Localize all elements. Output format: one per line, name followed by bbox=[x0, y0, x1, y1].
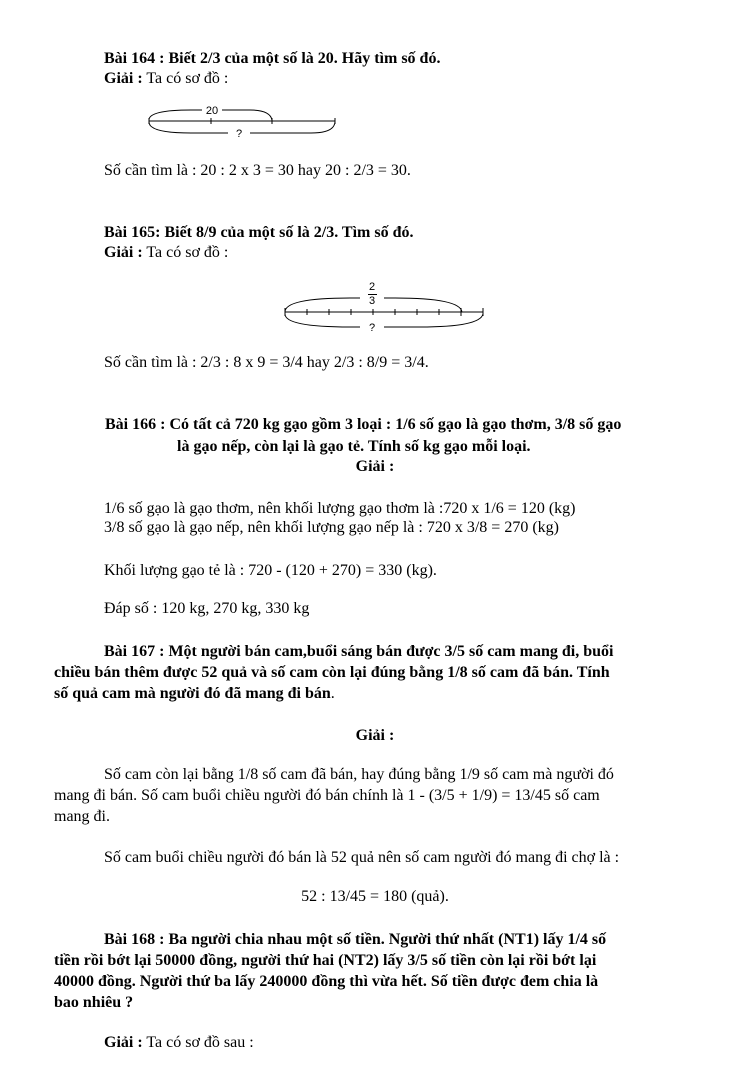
problem-167-para1-line3: mang đi. bbox=[54, 808, 110, 825]
diagram-bottom-label: ? bbox=[368, 322, 376, 334]
problem-167-para1-line2: mang đi bán. Số cam buổi chiều người đó bán chính là 1 - (3/5 + 1/9) = 13/45 số cam bbox=[54, 787, 600, 804]
problem-164-title: Bài 164 : Biết 2/3 của một số là 20. Hãy tìm số đó. bbox=[104, 50, 441, 67]
problem-166-title-line1: Bài 166 : Có tất cả 720 kg gạo gồm 3 loại : 1/6 số gạo là gạo thơm, 3/8 số gạo bbox=[105, 416, 622, 433]
solution-label: Giải : bbox=[104, 1034, 143, 1051]
problem-166-title-line2: là gạo nếp, còn lại là gạo tẻ. Tính số kg gạo mỗi loại. bbox=[177, 438, 531, 455]
problem-167-title-line3 bbox=[54, 685, 335, 703]
problem-168-solution-intro bbox=[104, 1034, 254, 1052]
problem-164-diagram bbox=[146, 106, 342, 142]
problem-164-solution-intro bbox=[104, 70, 228, 88]
solution-label: Giải : bbox=[104, 70, 143, 87]
problem-168-title-line2: tiền rồi bớt lại 50000 đồng, người thứ hai (NT2) lấy 3/5 số tiền còn lại rồi bớt lại bbox=[54, 952, 597, 969]
problem-167-para1-line1: Số cam còn lại bằng 1/8 số cam đã bán, hay đúng bằng 1/9 số cam mà người đó bbox=[104, 766, 614, 783]
solution-intro-text: Ta có sơ đồ : bbox=[142, 70, 229, 87]
problem-165-answer: Số cần tìm là : 2/3 : 8 x 9 = 3/4 hay 2/3 : 8/9 = 3/4. bbox=[104, 354, 429, 371]
problem-166-line2: 3/8 số gạo là gạo nếp, nên khối lượng gạo nếp là : 720 x 3/8 = 270 (kg) bbox=[104, 519, 559, 536]
problem-165-diagram bbox=[280, 292, 490, 334]
problem-166-answer: Đáp số : 120 kg, 270 kg, 330 kg bbox=[104, 600, 310, 617]
diagram-bottom-label: ? bbox=[235, 128, 243, 140]
fraction-numerator: 2 bbox=[368, 281, 376, 293]
problem-166-solution-heading: Giải : bbox=[355, 458, 395, 475]
problem-167-title-line2: chiều bán thêm được 52 quả và số cam còn lại đúng bằng 1/8 số cam đã bán. Tính bbox=[54, 664, 610, 681]
problem-168-title-line1: Bài 168 : Ba người chia nhau một số tiền. Người thứ nhất (NT1) lấy 1/4 số bbox=[104, 931, 607, 948]
diagram-top-label: 20 bbox=[205, 106, 219, 117]
title-line3-period: . bbox=[330, 685, 335, 702]
diagram-top-fraction bbox=[362, 282, 382, 307]
solution-intro-text: Ta có sơ đồ sau : bbox=[142, 1034, 254, 1051]
problem-166-line1: 1/6 số gạo là gạo thơm, nên khối lượng gạo thơm là :720 x 1/6 = 120 (kg) bbox=[104, 500, 576, 517]
problem-167-title-line1: Bài 167 : Một người bán cam,buổi sáng bán được 3/5 số cam mang đi, buổi bbox=[104, 643, 614, 660]
problem-167-solution-heading: Giải : bbox=[355, 727, 395, 744]
problem-168-title-line4: bao nhiêu ? bbox=[54, 994, 134, 1011]
problem-168-title-line3: 40000 đồng. Người thứ ba lấy 240000 đồng thì vừa hết. Số tiền được đem chia là bbox=[54, 973, 599, 990]
problem-164-answer: Số cần tìm là : 20 : 2 x 3 = 30 hay 20 : 2/3 = 30. bbox=[104, 162, 411, 179]
solution-intro-text: Ta có sơ đồ : bbox=[142, 244, 229, 261]
problem-167-para2: Số cam buổi chiều người đó bán là 52 quả nên số cam người đó mang đi chợ là : bbox=[104, 849, 620, 866]
fraction-denominator: 3 bbox=[368, 295, 376, 307]
problem-167-result: 52 : 13/45 = 180 (quả). bbox=[301, 888, 449, 905]
problem-166-line3: Khối lượng gạo tẻ là : 720 - (120 + 270) = 330 (kg). bbox=[104, 562, 437, 579]
solution-label: Giải : bbox=[104, 244, 143, 261]
problem-165-solution-intro bbox=[104, 244, 228, 262]
title-line3-text: số quả cam mà người đó đã mang đi bán bbox=[54, 685, 331, 702]
problem-165-title: Bài 165: Biết 8/9 của một số là 2/3. Tìm số đó. bbox=[104, 224, 414, 241]
